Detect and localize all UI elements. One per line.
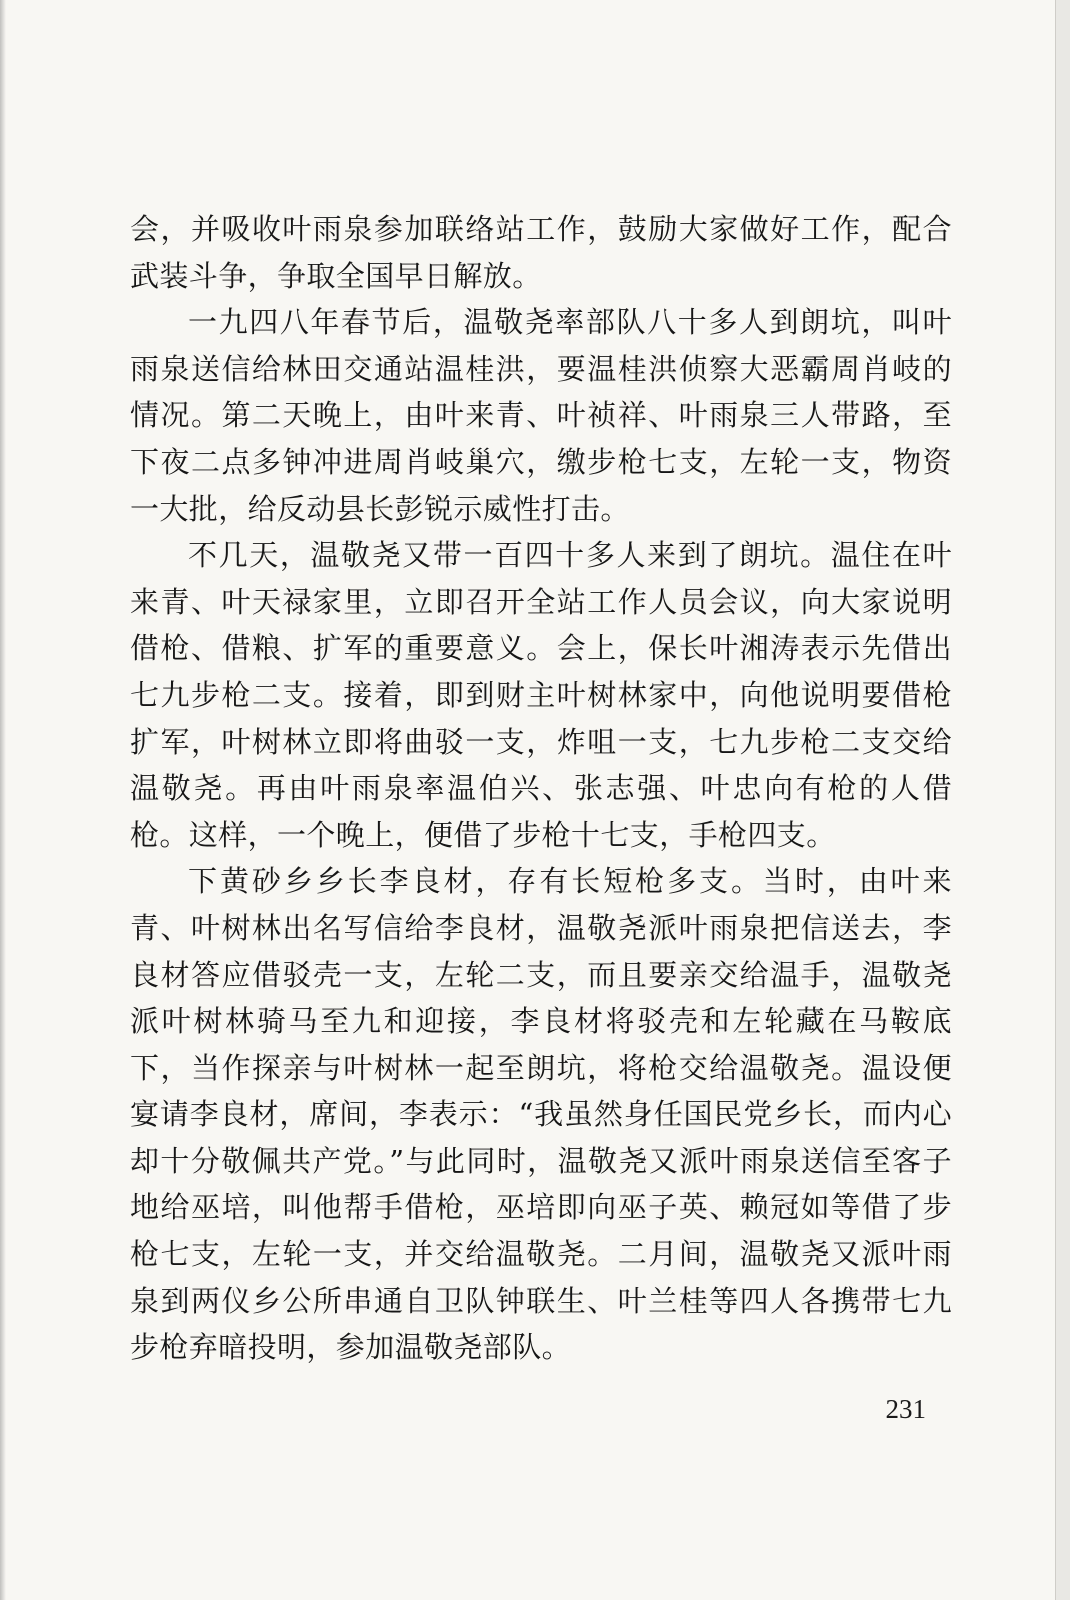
paragraph-li-liangcai: 下黄砂乡乡长李良材，存有长短枪多支。当时，由叶来青、叶树林出名写信给李良材，温敬尧派叶雨泉把信送去，李良材答应借驳壳一支，左轮二支，而且要亲交给温手，温敬尧派叶树林骑马至九和迎接，李良材将驳壳和左轮藏在马鞍底下，当作探亲与叶树林一起至朗坑，将枪交给温敬尧。温设便宴请李良材，席间，李表示：“我虽然身任国民党乡长，而内心却十分敬佩共产党。”与此同时，温敬尧又派叶雨泉送信至客子地给巫培，叫他帮手借枪，巫培即向巫子英、赖冠如等借了步枪七支，左轮一支，并交给温敬尧。二月间，温敬尧又派叶雨泉到两仪乡公所串通自卫队钟联生、叶兰桂等四人各携带七九步枪弃暗投明，参加温敬尧部队。 bbox=[130, 864, 952, 1365]
page-right-margin bbox=[1055, 0, 1070, 1600]
page-number: 231 bbox=[885, 1394, 926, 1424]
paragraph-borrowing-guns: 不几天，温敬尧又带一百四十多人来到了朗坑。温住在叶来青、叶天禄家里，立即召开全站工作人员会议，向大家说明借枪、借粮、扩军的重要意义。会上，保长叶湘涛表示先借出七九步枪二支。接着，即到财主叶树林家中，向他说明要借枪扩军，叶树林立即将曲驳一支，炸咀一支，七九步枪二支交给温敬尧。再由叶雨泉率温伯兴、张志强、叶忠向有枪的人借枪。这样，一个晚上，便借了步枪十七支，手枪四支。 bbox=[130, 538, 952, 852]
paragraph-continuation: 会，并吸收叶雨泉参加联络站工作，鼓励大家做好工作，配合武装斗争，争取全国早日解放。 bbox=[130, 212, 952, 293]
page-left-shadow bbox=[0, 0, 6, 1600]
paragraph-spring-festival-raid: 一九四八年春节后，温敬尧率部队八十多人到朗坑，叫叶雨泉送信给林田交通站温桂洪，要温桂洪侦察大恶霸周肖岐的情况。第二天晚上，由叶来青、叶祯祥、叶雨泉三人带路，至下夜二点多钟冲进周肖岐巢穴，缴步枪七支，左轮一支，物资一大批，给反动县长彭锐示威性打击。 bbox=[130, 305, 952, 526]
body-text bbox=[130, 206, 952, 1371]
